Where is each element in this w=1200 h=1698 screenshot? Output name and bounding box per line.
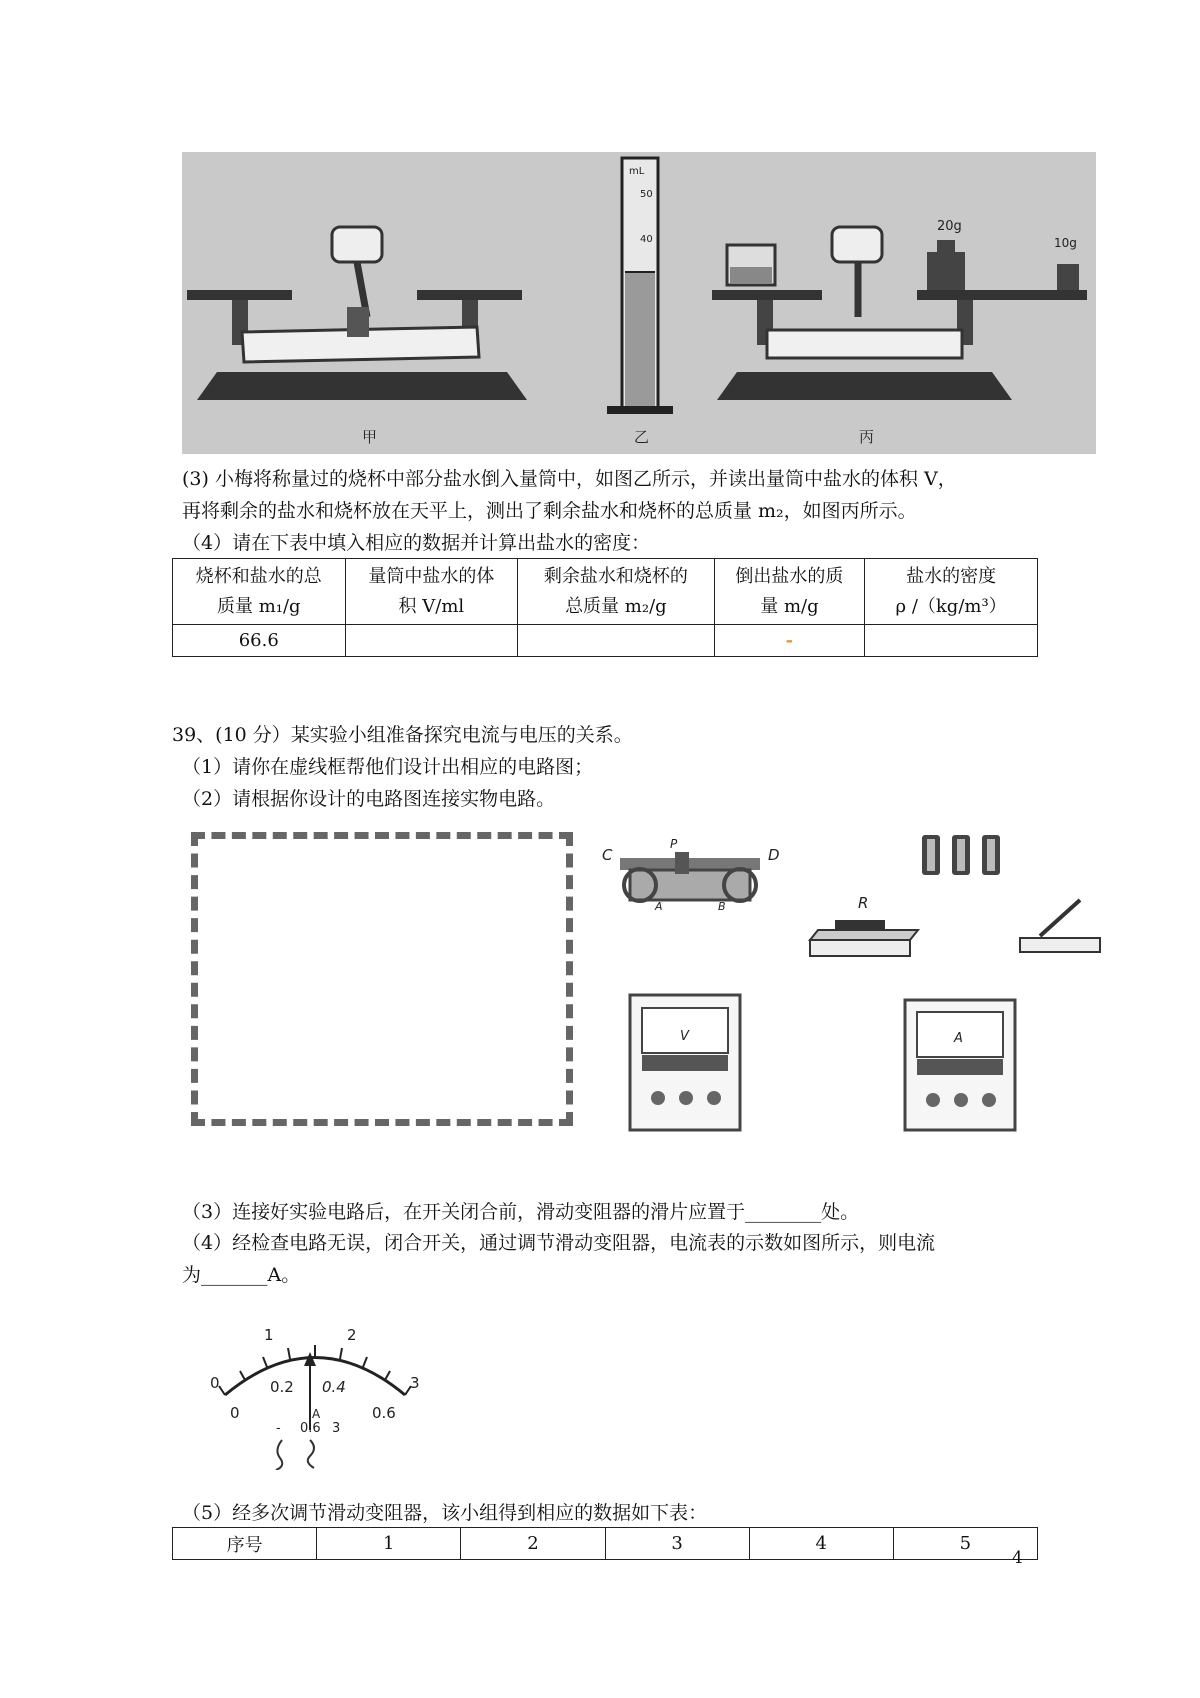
density-table-row	[173, 625, 1038, 657]
data-table	[172, 1527, 1038, 1560]
caption-yi: 乙	[634, 428, 650, 446]
cylinder-tick-40: 40	[640, 234, 653, 245]
header-density: 盐水的密度 ρ /（kg/m³）	[865, 559, 1038, 625]
cell-volume[interactable]	[345, 625, 518, 657]
q39-title: 39、(10 分）某实验小组准备探究电流与电压的关系。	[172, 724, 633, 746]
fixed-resistor	[810, 894, 918, 956]
rheostat-label-a: A	[655, 900, 663, 913]
weight-10g: 10g	[1054, 236, 1077, 250]
dial-outer-0: 0	[210, 1374, 220, 1392]
dial-inner-04: 0.4	[322, 1378, 346, 1396]
page-number: 4	[1012, 1548, 1023, 1568]
caption-jia: 甲	[362, 428, 378, 446]
balance-jia	[187, 227, 527, 400]
q38-item3-line1: (3) 小梅将称量过的烧杯中部分盐水倒入量筒中，如图乙所示，并读出量筒中盐水的体积 V，	[182, 468, 957, 490]
cell-total-mass: 66.6	[173, 625, 346, 657]
data-table-col-3: 3	[605, 1528, 749, 1560]
header-poured-mass: 倒出盐水的质 量 m/g	[714, 559, 865, 625]
q39-item4-line1: （4）经检查电路无误，闭合开关，通过调节滑动变阻器，电流表的示数如图所示，则电流	[182, 1232, 936, 1254]
data-table-col-2: 2	[461, 1528, 605, 1560]
rheostat	[602, 837, 780, 913]
cell-poured-mass[interactable]: -	[714, 625, 865, 657]
rheostat-label-c: C	[602, 846, 613, 864]
weight-20g: 20g	[937, 219, 962, 234]
caption-bing: 丙	[859, 428, 875, 446]
density-table	[172, 558, 1038, 657]
q39-item4-line2: 为_______A。	[182, 1264, 301, 1286]
balance-figure-drawing	[182, 152, 1096, 454]
q39-item1: （1）请你在虚线框帮他们设计出相应的电路图；	[182, 756, 594, 778]
q38-item3-line2: 再将剩余的盐水和烧杯放在天平上，测出了剩余盐水和烧杯的总质量 m₂，如图丙所示。	[182, 500, 917, 522]
circuit-diagram-box[interactable]	[191, 832, 573, 1126]
ammeter	[905, 1000, 1015, 1130]
ammeter-label: A	[954, 1031, 963, 1046]
balance-bing	[712, 219, 1087, 400]
terminal-3: 3	[332, 1421, 341, 1436]
terminal-minus: -	[276, 1421, 281, 1436]
density-table-header	[173, 559, 1038, 625]
rheostat-label-p: P	[670, 837, 678, 851]
battery-cells	[922, 835, 1000, 875]
balance-figure	[182, 152, 1096, 454]
dial-unit: A	[312, 1407, 321, 1421]
data-table-col-4: 4	[749, 1528, 893, 1560]
dial-inner-02: 0.2	[270, 1378, 294, 1396]
circuit-components	[600, 830, 1120, 1140]
data-table-col-1: 1	[317, 1528, 461, 1560]
dial-outer-2: 2	[347, 1326, 357, 1344]
dial-outer-1: 1	[264, 1326, 274, 1344]
q39-item5: （5）经多次调节滑动变阻器，该小组得到相应的数据如下表：	[182, 1502, 708, 1524]
q39-item3: （3）连接好实验电路后，在开关闭合前，滑动变阻器的滑片应置于________处。	[182, 1201, 860, 1223]
q38-item4: （4）请在下表中填入相应的数据并计算出盐水的密度：	[182, 532, 651, 554]
rheostat-label-b: B	[718, 900, 726, 913]
ammeter-dial	[200, 1300, 430, 1470]
cell-density[interactable]	[865, 625, 1038, 657]
terminal-06: 0.6	[300, 1421, 321, 1436]
data-table-header	[173, 1528, 1038, 1560]
data-table-label: 序号	[173, 1528, 317, 1560]
dial-inner-06: 0.6	[372, 1404, 396, 1422]
rheostat-label-d: D	[768, 846, 780, 864]
data-table-col-5: 5	[893, 1528, 1037, 1560]
header-total-mass: 烧杯和盐水的总 质量 m₁/g	[173, 559, 346, 625]
cell-remaining-mass[interactable]	[518, 625, 714, 657]
voltmeter-label: V	[680, 1029, 689, 1044]
switch	[1020, 900, 1100, 952]
cylinder-tick-50: 50	[640, 189, 653, 200]
header-remaining-mass: 剩余盐水和烧杯的 总质量 m₂/g	[518, 559, 714, 625]
graduated-cylinder	[607, 158, 673, 414]
resistor-label: R	[858, 894, 869, 912]
q39-item2: （2）请根据你设计的电路图连接实物电路。	[182, 788, 556, 810]
header-volume: 量筒中盐水的体 积 V/ml	[345, 559, 518, 625]
dial-inner-0: 0	[230, 1404, 240, 1422]
dial-outer-3: 3	[410, 1374, 420, 1392]
cylinder-unit: mL	[629, 166, 645, 177]
voltmeter	[630, 995, 740, 1130]
